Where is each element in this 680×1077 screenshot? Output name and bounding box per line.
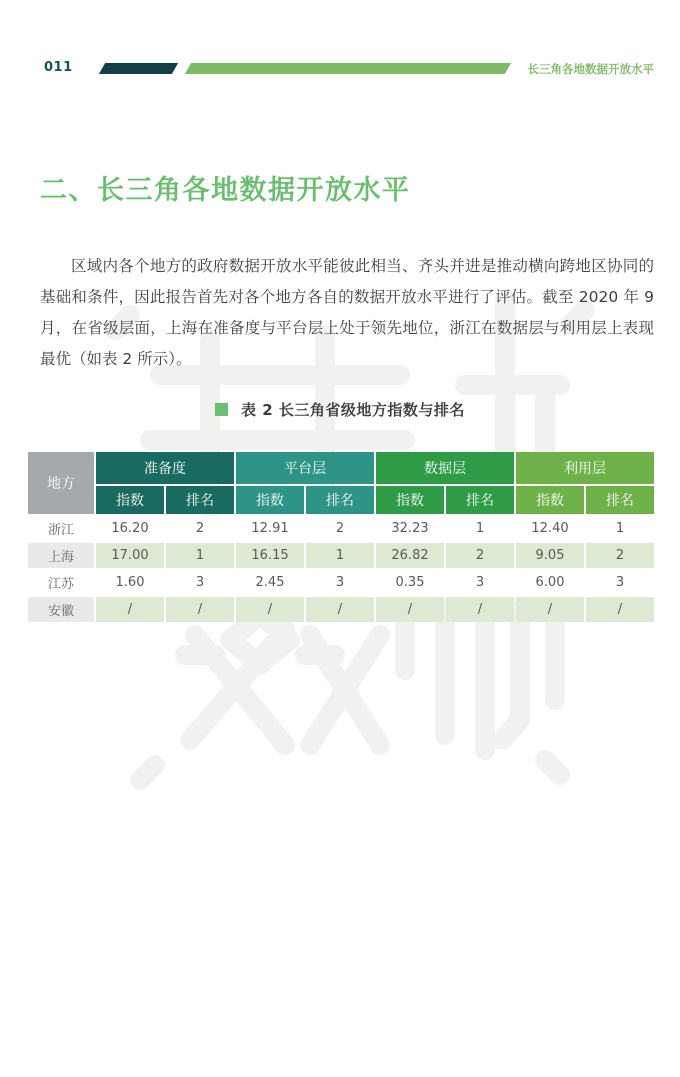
caption-bullet-icon [215, 403, 228, 416]
value-cell: 12.40 [516, 516, 584, 541]
value-cell: 2 [446, 543, 514, 568]
region-cell: 浙江 [28, 516, 94, 541]
value-cell: 16.15 [236, 543, 304, 568]
value-cell: 32.23 [376, 516, 444, 541]
value-cell: 2 [306, 516, 374, 541]
value-cell: 1 [446, 516, 514, 541]
sub-header-rank: 排名 [586, 486, 654, 514]
header-bar-green [185, 63, 511, 74]
value-cell: 3 [586, 570, 654, 595]
value-cell: / [166, 597, 234, 622]
value-cell: / [586, 597, 654, 622]
value-cell: 16.20 [96, 516, 164, 541]
value-cell: / [236, 597, 304, 622]
value-cell: / [516, 597, 584, 622]
region-cell: 上海 [28, 543, 94, 568]
value-cell: 2 [166, 516, 234, 541]
value-cell: 17.00 [96, 543, 164, 568]
group-header-data: 数据层 [376, 452, 514, 484]
value-cell: 1 [166, 543, 234, 568]
region-cell: 安徽 [28, 597, 94, 622]
value-cell: 3 [306, 570, 374, 595]
table-row [28, 570, 654, 595]
group-header-readiness: 准备度 [96, 452, 234, 484]
value-cell: 12.91 [236, 516, 304, 541]
sub-header-rank: 排名 [166, 486, 234, 514]
value-cell: 26.82 [376, 543, 444, 568]
table-caption-text: 表 2 长三角省级地方指数与排名 [241, 401, 465, 419]
sub-header-index: 指数 [96, 486, 164, 514]
header-section-title: 长三角各地数据开放水平 [527, 62, 654, 76]
sub-header-index: 指数 [236, 486, 304, 514]
section-heading: 二、长三角各地数据开放水平 [40, 175, 411, 206]
value-cell: 2 [586, 543, 654, 568]
value-cell: 6.00 [516, 570, 584, 595]
value-cell: 1 [306, 543, 374, 568]
value-cell: 2.45 [236, 570, 304, 595]
value-cell: / [376, 597, 444, 622]
value-cell: 1.60 [96, 570, 164, 595]
sub-header-index: 指数 [376, 486, 444, 514]
group-header-platform: 平台层 [236, 452, 374, 484]
header-bar-dark [99, 63, 178, 74]
group-header-utilization: 利用层 [516, 452, 654, 484]
table-caption [0, 399, 680, 420]
table-row [28, 516, 654, 541]
value-cell: / [446, 597, 514, 622]
value-cell: 3 [166, 570, 234, 595]
body-paragraph: 区域内各个地方的政府数据开放水平能彼此相当、齐头并进是推动横向跨地区协同的基础和条件，因此报告首先对各个地方各自的数据开放水平进行了评估。截至 2020 年 9 月，在省级层面，上海在准备度与平台层上处于领先地位，浙江在数据层与利用层上表现最优（如表 2 所示）。 [40, 257, 654, 368]
table-row [28, 597, 654, 622]
value-cell: 1 [586, 516, 654, 541]
corner-header: 地方 [28, 452, 94, 514]
sub-header-rank: 排名 [446, 486, 514, 514]
value-cell: / [96, 597, 164, 622]
value-cell: 0.35 [376, 570, 444, 595]
sub-header-rank: 排名 [306, 486, 374, 514]
province-index-table [26, 450, 656, 624]
region-cell: 江苏 [28, 570, 94, 595]
value-cell: 3 [446, 570, 514, 595]
page-number: 011 [44, 60, 73, 75]
table-row [28, 543, 654, 568]
sub-header-index: 指数 [516, 486, 584, 514]
value-cell: 9.05 [516, 543, 584, 568]
value-cell: / [306, 597, 374, 622]
